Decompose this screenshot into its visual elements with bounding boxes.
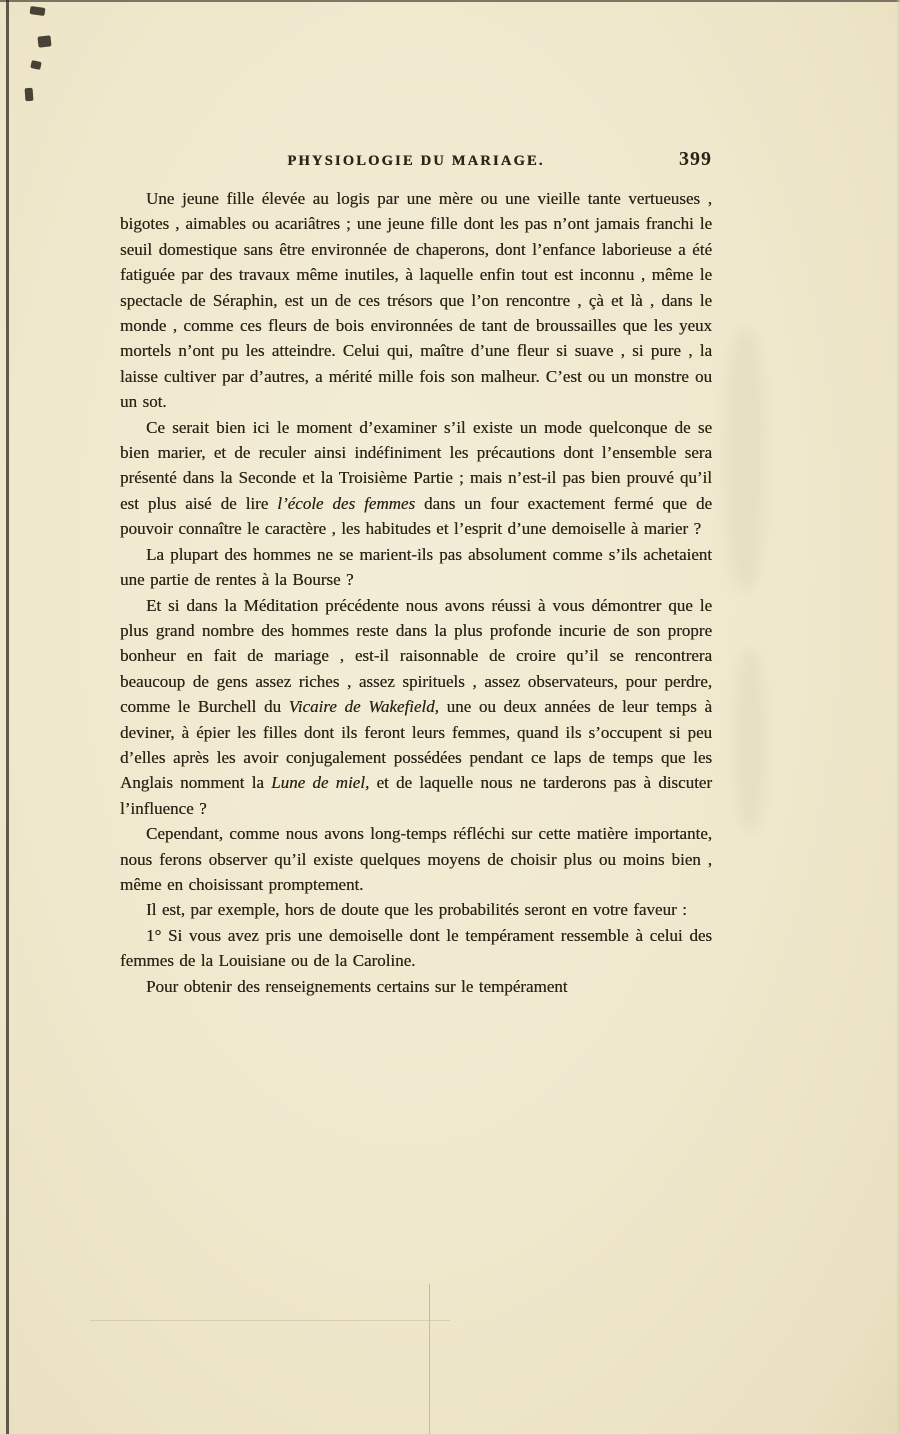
- paragraph: [120, 415, 712, 542]
- ink-bleedthrough-smudge: [725, 330, 765, 590]
- scan-artifact: [37, 35, 51, 47]
- paragraph: [120, 897, 712, 922]
- text-segment: une ou deux années de leur temps à deviner, à épier les filles dont ils feront leurs femmes, quand ils s’occupent si peu d’elles après les avoir conjugalement possédées pendant ce laps de temps que les Anglais nomment la: [120, 697, 712, 793]
- paragraph: [120, 186, 712, 415]
- text-segment: Pour obtenir des renseignements certains sur le tempérament: [146, 976, 568, 996]
- page-body: [120, 186, 712, 999]
- text-segment: 1° Si vous avez pris une demoiselle dont le tempérament ressemble à celui des femmes de la Louisiane ou de la Caroline.: [120, 925, 712, 971]
- text-segment: La plupart des hommes ne se marient-ils pas absolument comme s’ils achetaient une partie de rentes à la Bourse ?: [120, 544, 712, 590]
- scan-edge-left: [6, 0, 9, 1434]
- scan-artifact: [30, 60, 41, 70]
- page-number: 399: [679, 148, 712, 170]
- text-segment-italic: Vicaire de Wakefield,: [288, 697, 439, 717]
- text-segment-italic: l’école des femmes: [277, 493, 416, 513]
- text-segment: Et si dans la Méditation précédente nous avons réussi à vous démontrer que le plus grand nombre des hommes reste dans la plus profonde incurie de son propre bonheur en fait de mariage , est-il raisonnable de croire qu’il se rencontrera beaucoup de gens assez riches , assez spirituels , assez observateurs, pour perdre, comme le Burchell du: [120, 595, 712, 717]
- text-segment-italic: Lune de miel,: [271, 773, 370, 793]
- running-head-title: PHYSIOLOGIE DU MARIAGE.: [287, 153, 545, 169]
- scan-edge-top: [0, 0, 900, 2]
- text-segment: dans un four exactement fermé que de pouvoir connaître le caractère , les habitudes et l’esprit d’une demoiselle à marier ?: [120, 493, 712, 539]
- text-segment: Une jeune fille élevée au logis par une mère ou une vieille tante vertueuses , bigotes , aimables ou acariâtres ; une jeune fille dont les pas n’ont jamais franchi le seuil domestique sans être environnée de chaperons, dont l’enfance laborieuse a été fatiguée par des travaux même inutiles, à laquelle enfin tout est inconnu , même le spectacle de Séraphin, est un de ces trésors que l’on rencontre , çà et là , dans le monde , comme ces fleurs de bois environnées de tant de broussailles que les yeux mortels n’ont pu les atteindre. Celui qui, maître d’une fleur si suave , si pure , la laisse cultiver par d’autres, a mérité mille fois son malheur. C’est ou un monstre ou un sot.: [120, 189, 712, 412]
- scan-edge-right: [896, 0, 900, 1434]
- paragraph: [120, 542, 712, 593]
- page-crease-line: [90, 1320, 450, 1321]
- text-segment: Ce serait bien ici le moment d’examiner s’il existe un mode quelconque de se bien marier, et de reculer ainsi indéfiniment les précautions dont l’ensemble sera présenté dans la Seconde et la Troisième Partie ; mais n’est-il pas bien prouvé qu’il est plus aisé de lire: [120, 417, 712, 513]
- paragraph: [120, 821, 712, 897]
- text-segment: Cependant, comme nous avons long-temps réfléchi sur cette matière importante, nous ferons observer qu’il existe quelques moyens de choisir plus ou moins bien , même en choisissant promptement.: [120, 824, 712, 894]
- paragraph: [120, 974, 712, 999]
- page-fold-line: [429, 1284, 430, 1434]
- paragraph: [120, 593, 712, 822]
- running-head: [120, 148, 712, 174]
- text-segment: et de laquelle nous ne tarderons pas à discuter l’influence ?: [120, 773, 713, 818]
- scan-artifact: [25, 88, 34, 102]
- ink-bleedthrough-smudge: [735, 650, 765, 830]
- paragraph: [120, 923, 712, 974]
- text-segment: Il est, par exemple, hors de doute que les probabilités seront en votre faveur :: [146, 900, 687, 920]
- scan-artifact: [30, 6, 46, 16]
- page-content: [120, 148, 712, 999]
